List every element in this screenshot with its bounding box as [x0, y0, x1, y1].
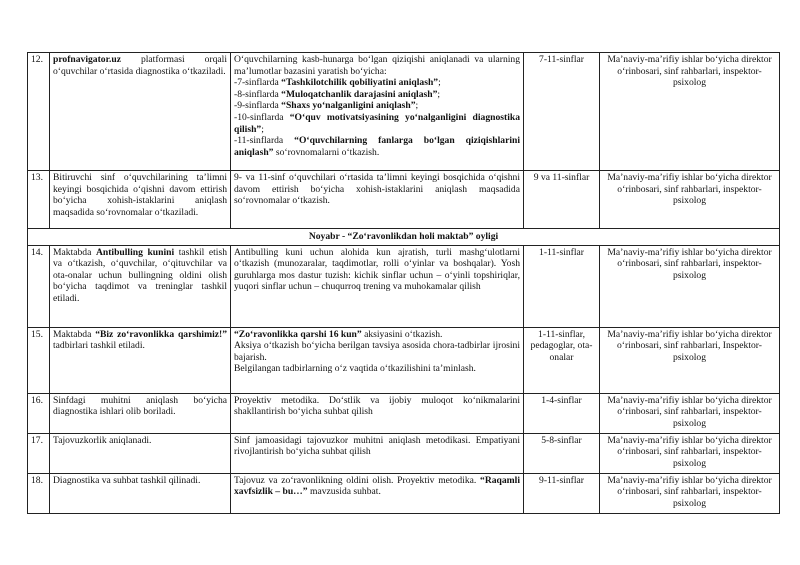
- activity-plan-table: [27, 52, 780, 514]
- responsible-persons: Ma’naviy-ma’rifiy ishlar bo‘yicha direktor o‘rinbosari, sinf rahbarlari, inspektor-psixolog: [600, 171, 780, 229]
- target-classes: 1-11-sinflar, pedagoglar, ota-onalar: [524, 327, 600, 393]
- task-cell: Maktabda Antibulling kunini tashkil etish va o‘tkazish, o‘quvchilar, o‘qituvchilar va ota-onalar uchun bullingning oldini olish bo‘yicha taqdimot va treninglar tashkil etiladi.: [50, 245, 231, 327]
- responsible-persons: Ma’naviy-ma’rifiy ishlar bo‘yicha direktor o‘rinbosari, sinf rahbarlari, inspektor-psixolog: [600, 245, 780, 327]
- row-number: 16.: [28, 393, 50, 433]
- month-header-row: [28, 229, 780, 246]
- row-number: 15.: [28, 327, 50, 393]
- task-bold: profnavigator.uz: [53, 54, 121, 65]
- description-cell: [231, 53, 524, 171]
- table-row: [28, 433, 780, 473]
- description-cell: Proyektiv metodika. Do‘stlik va ijobiy muloqot ko‘nikmalarini shakllantirish bo‘yicha suhbat qilish: [231, 393, 524, 433]
- row-number: 14.: [28, 245, 50, 327]
- target-classes: 5-8-sinflar: [524, 433, 600, 473]
- task-cell: Tajovuzkorlik aniqlanadi.: [50, 433, 231, 473]
- table-row: [28, 327, 780, 393]
- table-row: [28, 245, 780, 327]
- target-classes: 9 va 11-sinflar: [524, 171, 600, 229]
- target-classes: 7-11-sinflar: [524, 53, 600, 171]
- task-cell: [50, 171, 231, 229]
- table-row: [28, 53, 780, 171]
- task-text: platformasi orqali o‘quvchilar o‘rtasida diagnostika o‘tkaziladi.: [53, 54, 227, 77]
- responsible-persons: Ma’naviy-ma’rifiy ishlar bo‘yicha direktor o‘rinbosari, sinf rahbarlari, inspektor-psixolog: [600, 393, 780, 433]
- target-classes: 9-11-sinflar: [524, 473, 600, 513]
- row-number: 13.: [28, 171, 50, 229]
- description-cell: Tajovuz va zo‘ravonlikning oldini olish. Proyektiv metodika. “Raqamli xavfsizlik – bu…” mavzusida suhbat.: [231, 473, 524, 513]
- description-cell: 9- va 11-sinf o‘quvchilari o‘rtasida ta’limni keyingi bosqichida o‘qishni davom ettirish bo‘yicha xohish-istaklarini aniqlash maqsadida so‘rovnomalar o‘tkazish.: [231, 171, 524, 229]
- row-number: 18.: [28, 473, 50, 513]
- description-cell: [231, 327, 524, 393]
- description-line: -7-sinflarda “Tashkilotchilik qobiliyatini aniqlash”;: [234, 77, 441, 89]
- target-classes: 1-11-sinflar: [524, 245, 600, 327]
- description-cell: Sinf jamoasidagi tajovuzkor muhitni aniqlash metodikasi. Empatiyani rivojlantirish bo‘yicha suhbat qilish: [231, 433, 524, 473]
- task-text: Bitiruvchi sinf o‘quvchilarining ta’limni keyingi bosqichida o‘qishni davom ettirish bo‘yicha xohish-istaklarini aniqlash maqsadida so‘rovnomalar o‘tkaziladi.: [53, 172, 227, 218]
- responsible-persons: Ma’naviy-ma’rifiy ishlar bo‘yicha direktor o‘rinbosari, sinf rahbarlari, inspektor-psixolog: [600, 433, 780, 473]
- target-classes: 1-4-sinflar: [524, 393, 600, 433]
- description-line: -9-sinflarda “Shaxs yo‘nalganligini aniqlash”;: [234, 100, 419, 112]
- task-cell: Sinfdagi muhitni aniqlash bo‘yicha diagnostika ishlari olib boriladi.: [50, 393, 231, 433]
- month-header: Noyabr - “Zo‘ravonlikdan holi maktab” oyligi: [28, 229, 780, 246]
- table-row: [28, 473, 780, 513]
- task-cell: [50, 53, 231, 171]
- task-cell: Diagnostika va suhbat tashkil qilinadi.: [50, 473, 231, 513]
- responsible-persons: Ma’naviy-ma’rifiy ishlar bo‘yicha direktor o‘rinbosari, sinf rahbarlari, Inspektor-psixolog: [600, 327, 780, 393]
- row-number: 12.: [28, 53, 50, 171]
- description-line: -8-sinflarda “Muloqatchanlik darajasini aniqlash”;: [234, 88, 441, 100]
- description-cell: Antibulling kuni uchun alohida kun ajratish, turli mashg‘ulotlarni o‘tkazish (munozaralar, taqdimotlar, rolli o‘yinlar va boshqalar). Yosh guruhlarga mos dastur tuzish: kichik sinflar uchun – o‘yinli topshiriqlar, yuqori sinflar uchun – chuqurroq trening va muhokamalar qilish: [231, 245, 524, 327]
- table-row: [28, 171, 780, 229]
- description-line: O‘quvchilarning kasb-hunarga bo‘lgan qiziqishi aniqlanadi va ularning ma’lumotlar bazasini yaratish bo‘yicha:: [234, 54, 520, 77]
- responsible-persons: Ma’naviy-ma’rifiy ishlar bo‘yicha direktor o‘rinbosari, sinf rahbarlari, inspektor-psixolog: [600, 473, 780, 513]
- task-cell: Maktabda “Biz zo‘ravonlikka qarshimiz!” tadbirlari tashkil etiladi.: [50, 327, 231, 393]
- table-row: [28, 393, 780, 433]
- responsible-persons: Ma’naviy-ma’rifiy ishlar bo‘yicha direktor o‘rinbosari, sinf rahbarlari, inspektor-psixolog: [600, 53, 780, 171]
- description-line: -11-sinflarda “O‘quvchilarning fanlarga bo‘lgan qiziqishlarini aniqlash” so‘rovnomalarni o‘tkazish.: [234, 135, 520, 158]
- description-line: Belgilangan tadbirlarning o‘z vaqtida o‘tkazilishini ta’minlash.: [234, 363, 476, 375]
- row-number: 17.: [28, 433, 50, 473]
- description-line: Aksiya o‘tkazish bo‘yicha berilgan tavsiya asosida chora-tadbirlar ijrosini bajarish.: [234, 340, 520, 363]
- plan-table-page: [27, 52, 779, 514]
- description-line: “Zo‘ravonlikka qarshi 16 kun” aksiyasini o‘tkazish.: [234, 328, 443, 340]
- description-line: -10-sinflarda “O‘quv motivatsiyasining yo‘nalganligini diagnostika qilish”;: [234, 111, 520, 135]
